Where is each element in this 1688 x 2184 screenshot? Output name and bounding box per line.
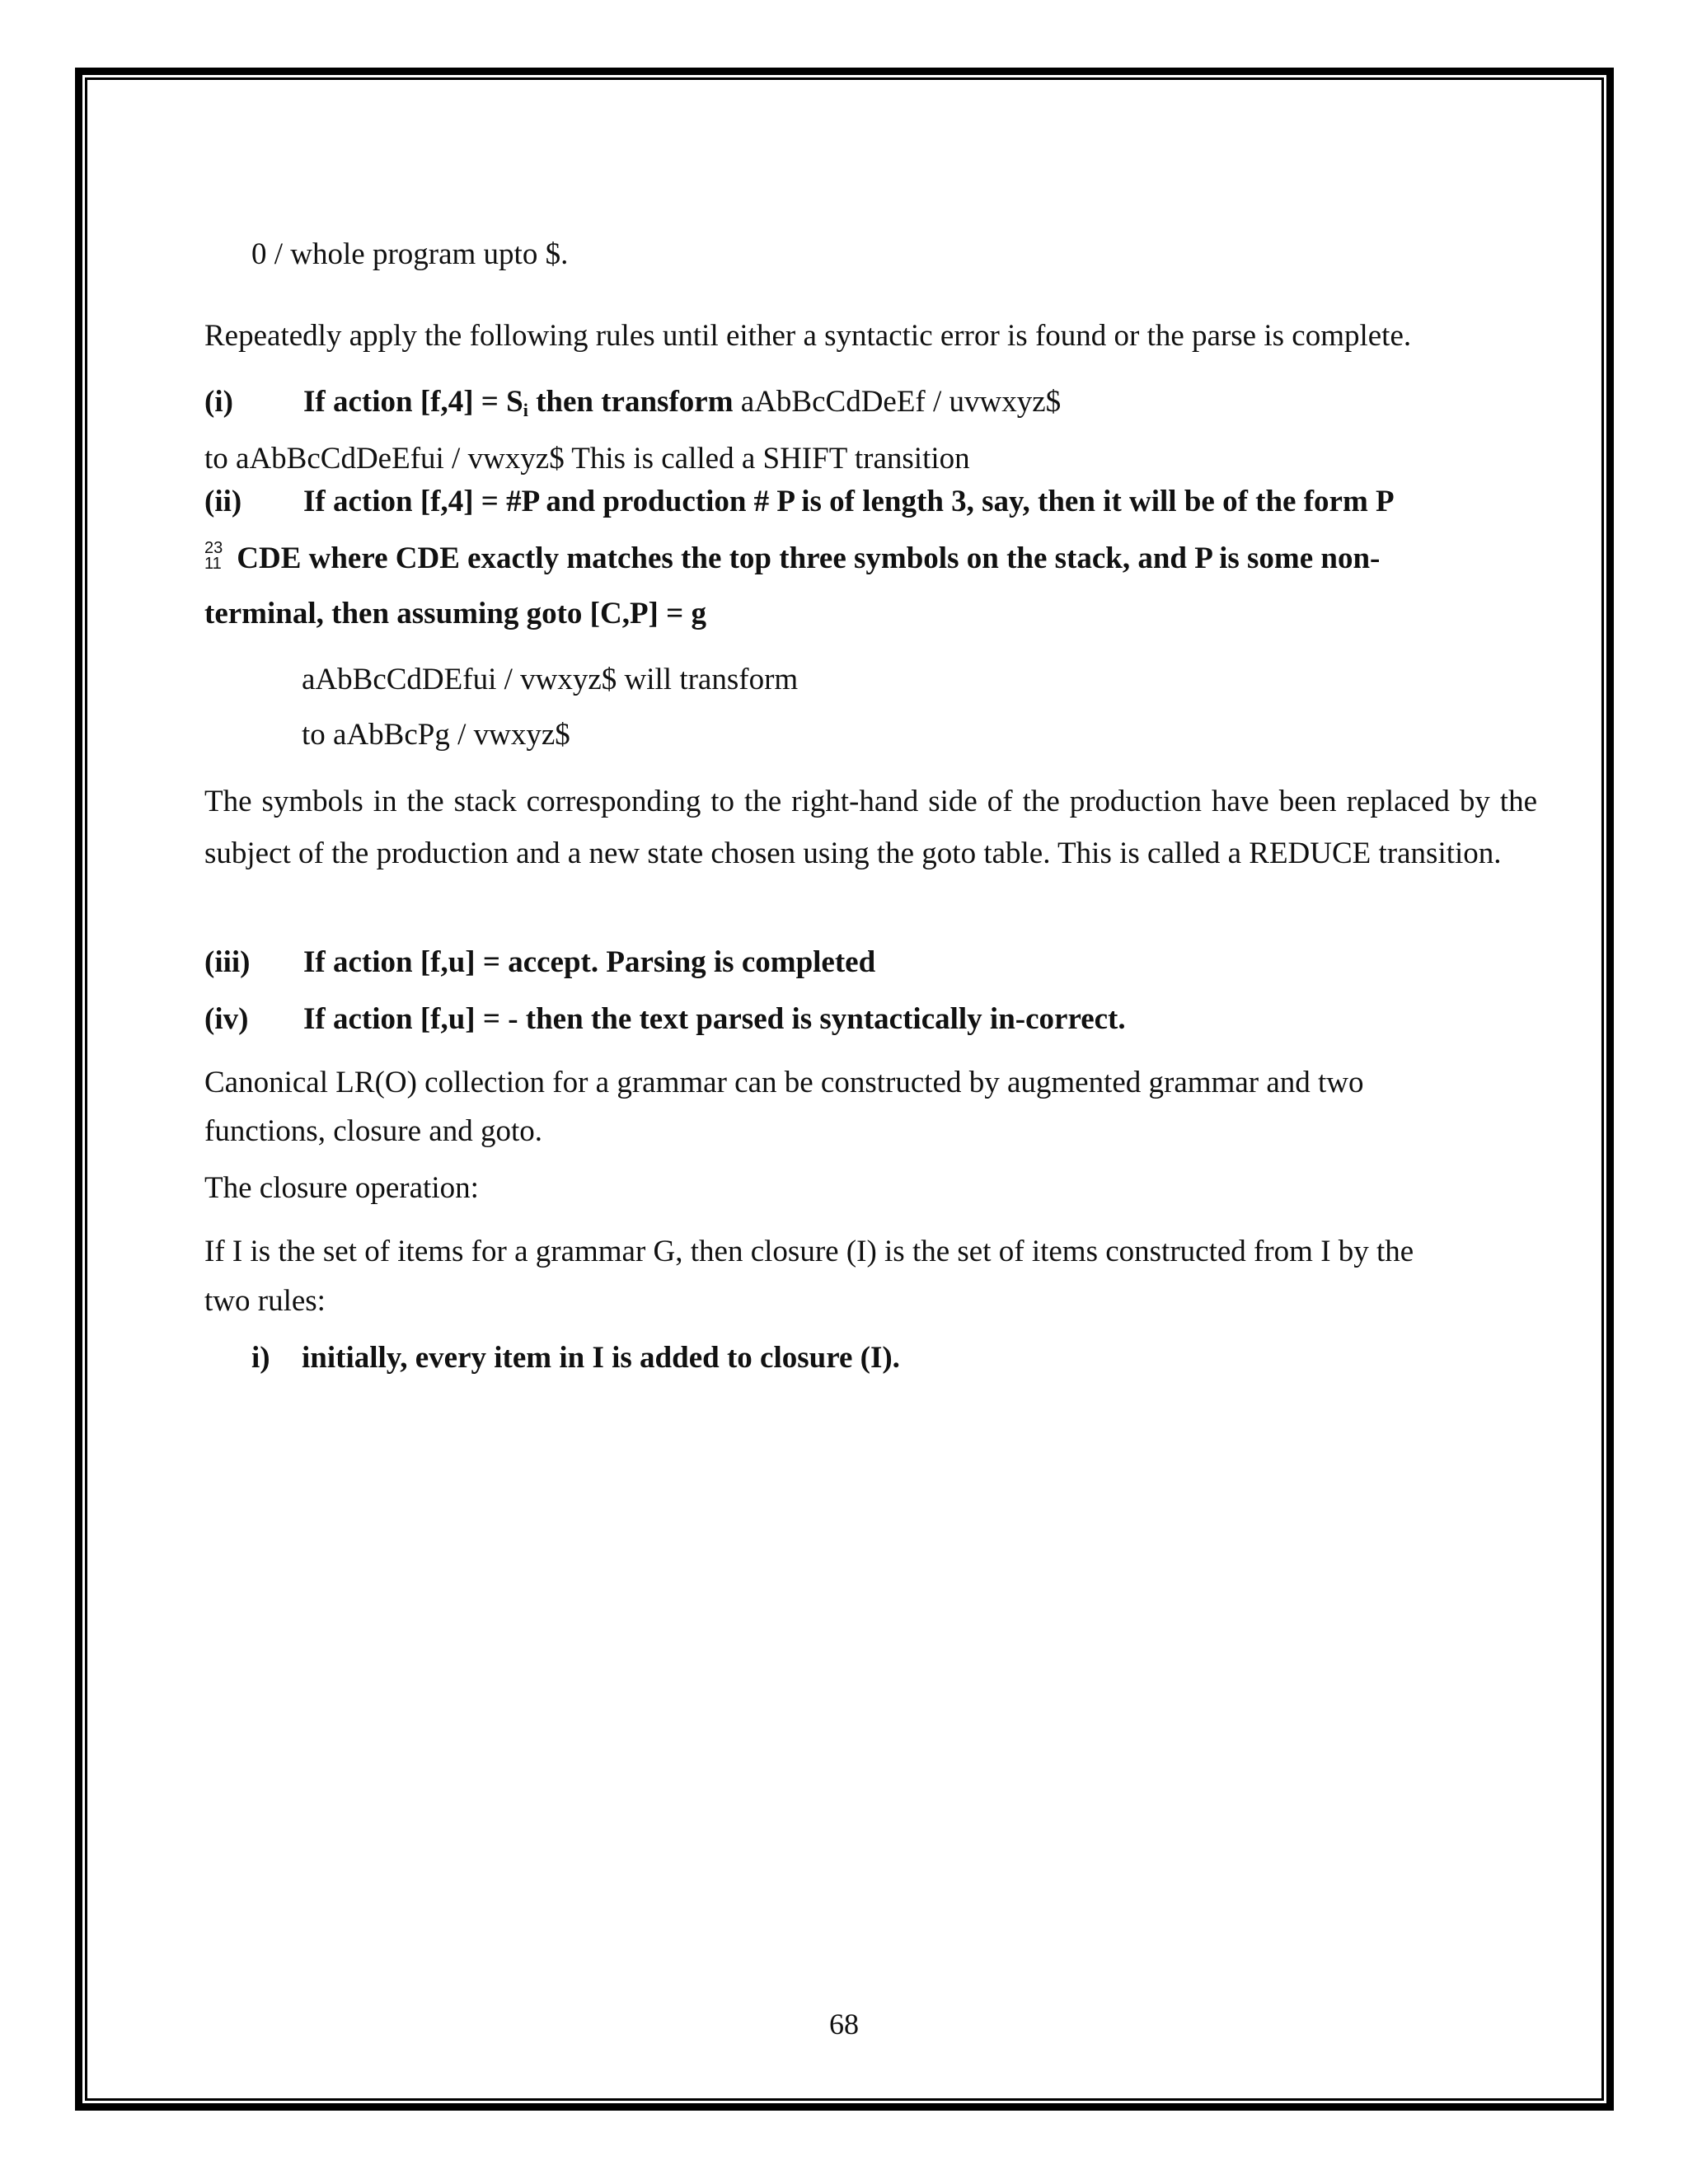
- rule-ii-line-3: terminal, then assuming goto [C,P] = g: [204, 597, 706, 630]
- rule-ii-line-2: [204, 540, 1380, 577]
- rule-iv: [204, 1001, 1126, 1038]
- superscript-pair: [204, 540, 229, 573]
- rule-i-condition: If action [f,4] = S: [303, 385, 523, 419]
- rule-iii: [204, 944, 875, 981]
- rule-i: [204, 384, 1061, 424]
- rule-iv-number: (iv): [204, 1002, 249, 1036]
- rule-iii-number: (iii): [204, 945, 251, 979]
- rule-iii-text: If action [f,u] = accept. Parsing is completed: [303, 945, 876, 979]
- superscript-bottom: 11: [204, 555, 222, 573]
- closure-rule-i-number: i): [251, 1341, 270, 1375]
- rule-i-string: aAbBcCdDeEf / uvwxyz$: [733, 385, 1062, 419]
- superscript-top: 23: [204, 539, 223, 557]
- closure-rule-i: [251, 1340, 900, 1376]
- shift-transition-text: to aAbBcCdDeEfui / vwxyz$ This is called a SHIFT transition: [204, 442, 970, 476]
- rule-iv-text: If action [f,u] = - then the text parsed is syntactically in-correct.: [303, 1002, 1126, 1036]
- page-number: 68: [829, 2008, 859, 2041]
- closure-line-1: If I is the set of items for a grammar G, then closure (I) is the set of items constructed from I by the: [204, 1235, 1414, 1268]
- text-line-start: 0 / whole program upto $.: [251, 237, 569, 271]
- rule-ii-text-2: CDE where CDE exactly matches the top three symbols on the stack, and P is some non-: [229, 541, 1381, 575]
- rule-ii-number: (ii): [204, 485, 242, 518]
- intro-text: Repeatedly apply the following rules until either a syntactic error is found or the parse is complete.: [204, 319, 1412, 353]
- canonical-line-2: functions, closure and goto.: [204, 1114, 542, 1148]
- rule-ii-line-1: [204, 484, 1395, 520]
- closure-rule-i-text: initially, every item in I is added to closure (I).: [302, 1341, 900, 1375]
- rule-ii-text-1: If action [f,4] = #P and production # P is of length 3, say, then it will be of the form P: [303, 485, 1395, 518]
- rule-i-transform: then transform: [528, 385, 734, 419]
- rule-i-number: (i): [204, 385, 233, 419]
- transform-to-text: to aAbBcPg / vwxyz$: [302, 718, 570, 752]
- closure-line-2: two rules:: [204, 1284, 326, 1318]
- rule-i-subscript: i: [523, 400, 528, 420]
- transform-from-text: aAbBcCdDEfui / vwxyz$ will transform: [302, 663, 799, 696]
- closure-heading: The closure operation:: [204, 1171, 479, 1205]
- canonical-line-1: Canonical LR(O) collection for a grammar can be constructed by augmented grammar and two: [204, 1066, 1364, 1099]
- reduce-paragraph: The symbols in the stack corresponding to the right-hand side of the production have been replaced by the subject of the production and a new state chosen using the goto table. This is called a REDUCE transition.: [204, 785, 1537, 870]
